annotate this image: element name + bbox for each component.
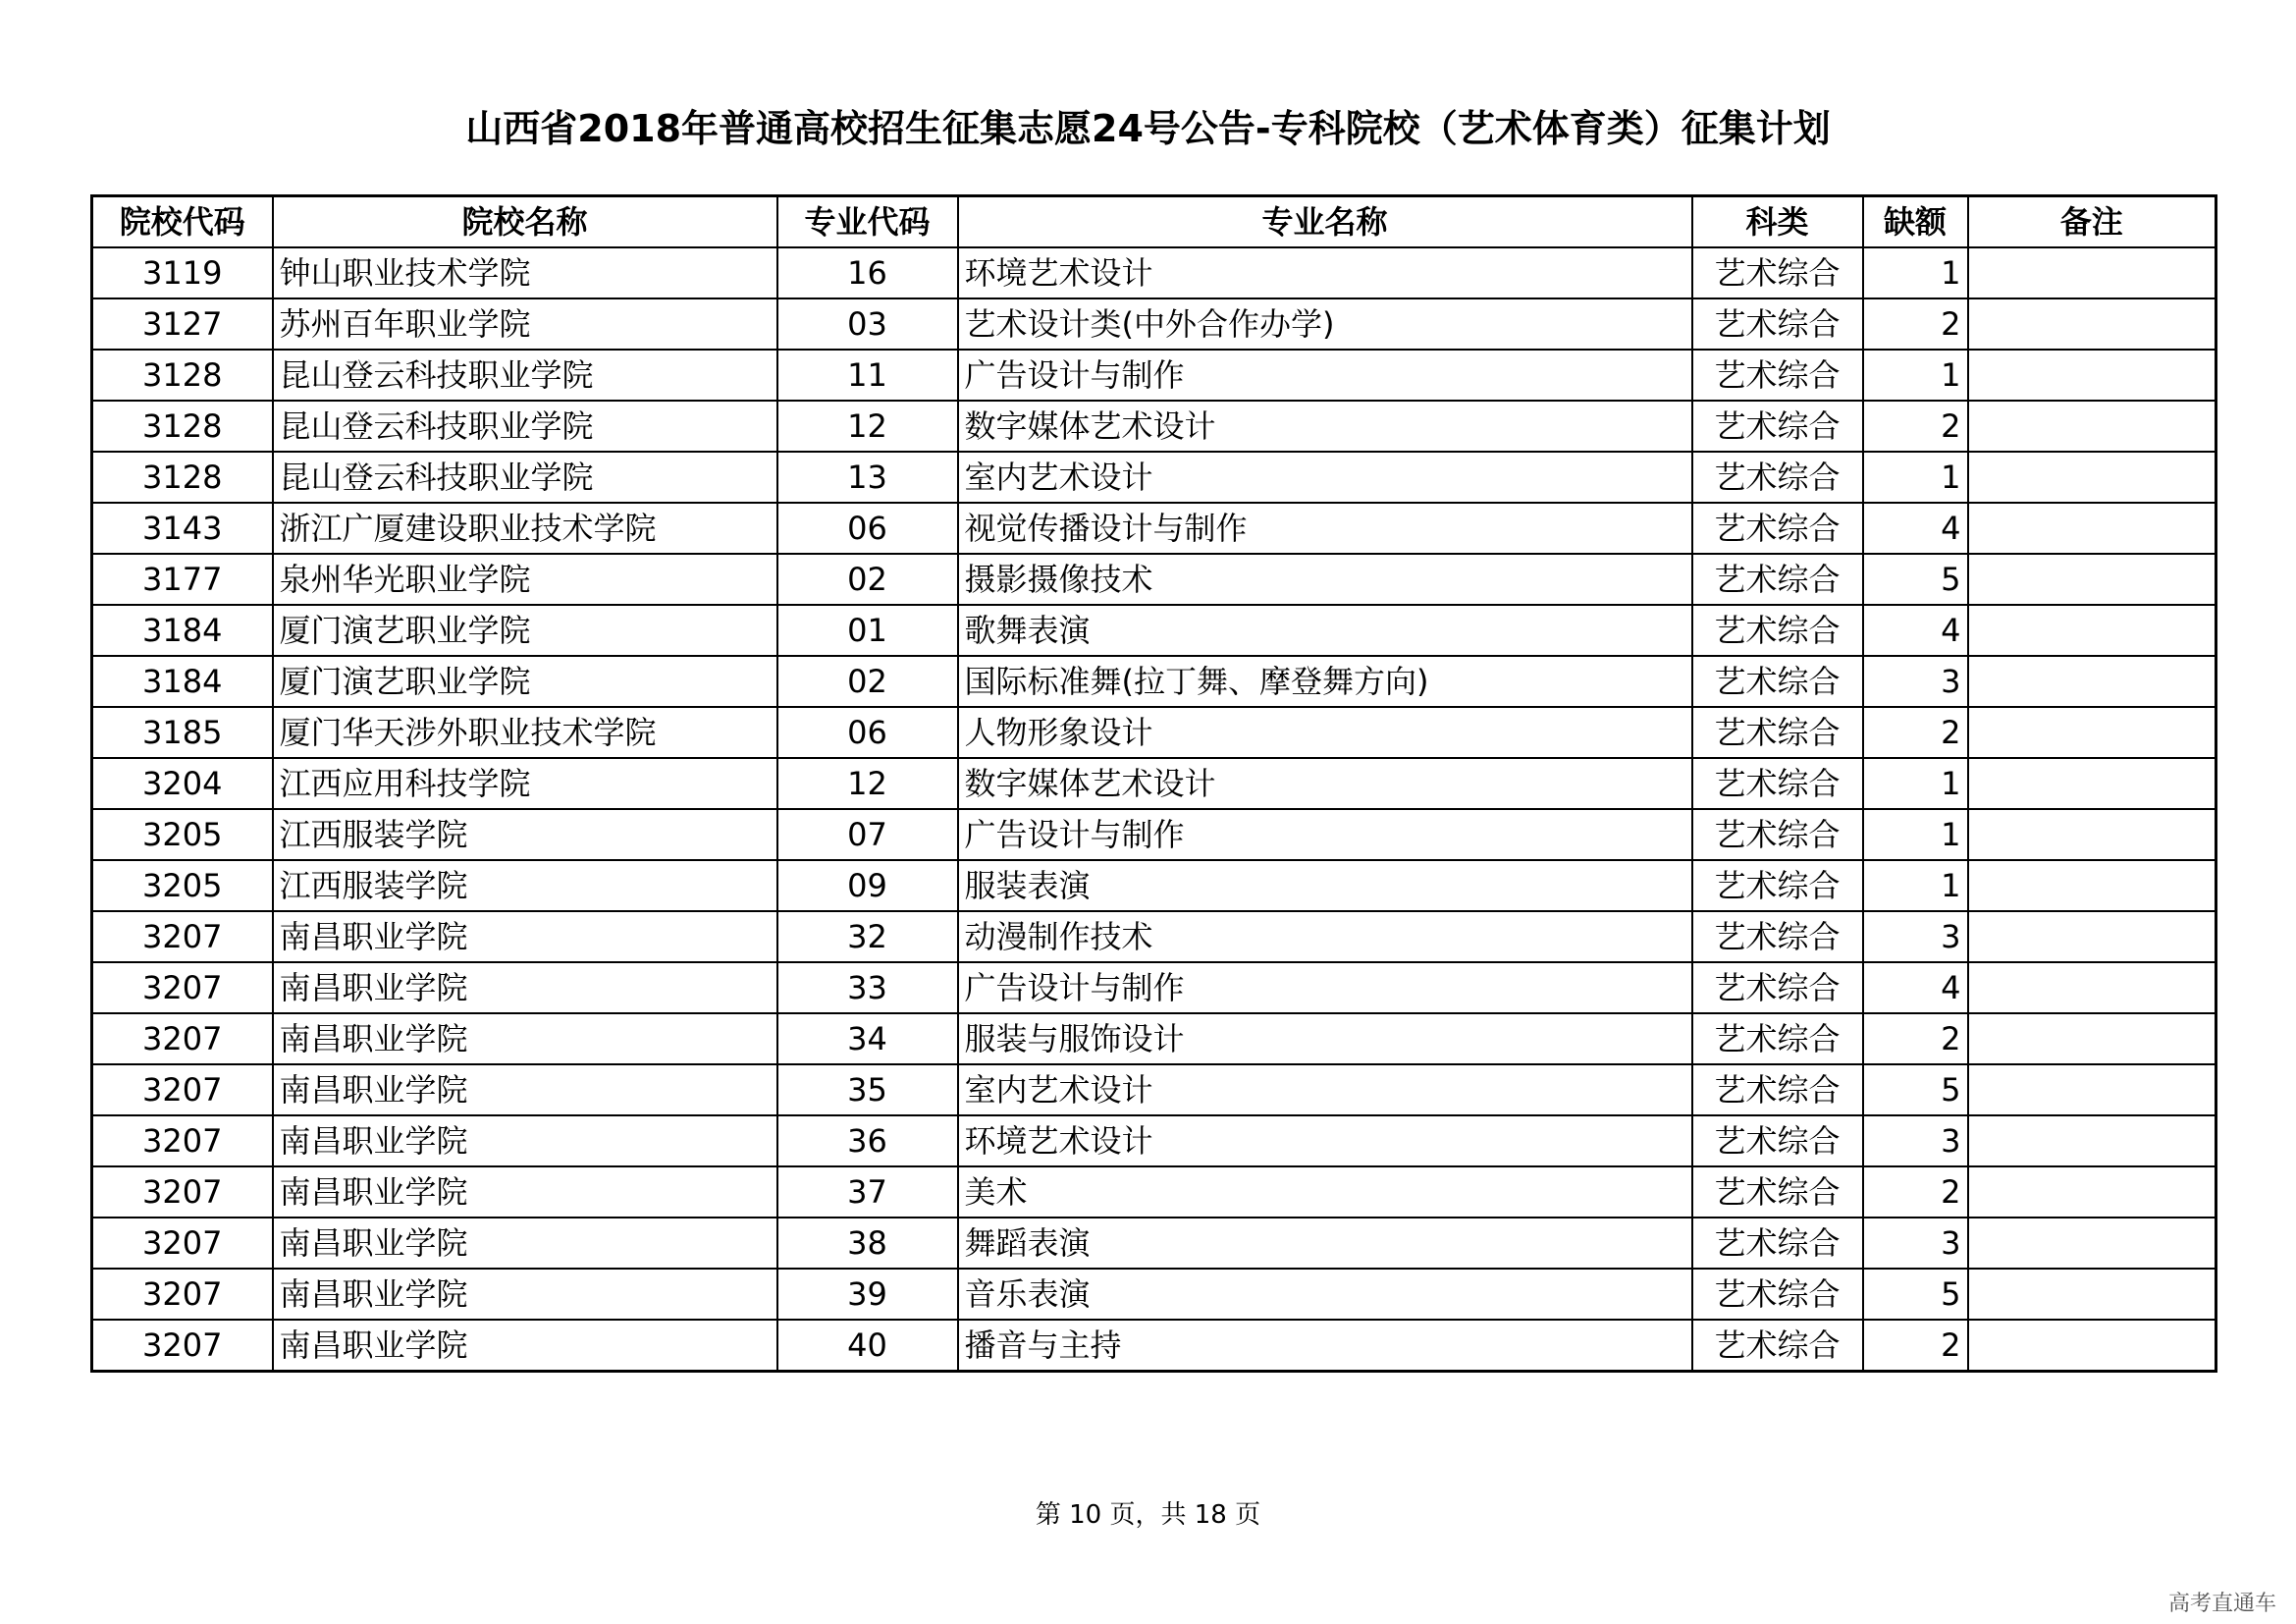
- cell-major-name: 广告设计与制作: [958, 962, 1692, 1013]
- cell-school-name: 江西服装学院: [273, 860, 777, 911]
- cell-remark: [1968, 1013, 2216, 1064]
- cell-major-name: 美术: [958, 1166, 1692, 1218]
- cell-remark: [1968, 401, 2216, 452]
- cell-major-code: 12: [777, 758, 958, 809]
- cell-remark: [1968, 758, 2216, 809]
- cell-school-name: 钟山职业技术学院: [273, 247, 777, 298]
- table-row: [92, 809, 2216, 860]
- cell-major-code: 12: [777, 401, 958, 452]
- cell-quota: 1: [1863, 860, 1968, 911]
- cell-major-code: 06: [777, 503, 958, 554]
- cell-major-code: 35: [777, 1064, 958, 1115]
- cell-school-name: 南昌职业学院: [273, 1218, 777, 1269]
- cell-remark: [1968, 911, 2216, 962]
- cell-school-code: 3207: [92, 1166, 273, 1218]
- cell-remark: [1968, 605, 2216, 656]
- cell-school-name: 泉州华光职业学院: [273, 554, 777, 605]
- cell-category: 艺术综合: [1692, 656, 1863, 707]
- cell-quota: 2: [1863, 298, 1968, 350]
- page-number: 第 10 页，共 18 页: [1035, 1500, 1261, 1530]
- table-row: [92, 452, 2216, 503]
- cell-major-name: 摄影摄像技术: [958, 554, 1692, 605]
- cell-school-code: 3207: [92, 1320, 273, 1372]
- cell-school-name: 江西服装学院: [273, 809, 777, 860]
- cell-major-code: 01: [777, 605, 958, 656]
- cell-major-name: 舞蹈表演: [958, 1218, 1692, 1269]
- cell-major-code: 02: [777, 554, 958, 605]
- cell-school-code: 3207: [92, 1269, 273, 1320]
- cell-school-code: 3207: [92, 1218, 273, 1269]
- cell-school-name: 昆山登云科技职业学院: [273, 401, 777, 452]
- table-row: [92, 1269, 2216, 1320]
- cell-remark: [1968, 503, 2216, 554]
- cell-quota: 3: [1863, 656, 1968, 707]
- cell-major-code: 37: [777, 1166, 958, 1218]
- cell-remark: [1968, 1115, 2216, 1166]
- cell-major-code: 33: [777, 962, 958, 1013]
- cell-quota: 1: [1863, 247, 1968, 298]
- cell-major-code: 34: [777, 1013, 958, 1064]
- header-category: 科类: [1692, 196, 1863, 248]
- cell-quota: 1: [1863, 350, 1968, 401]
- cell-major-name: 人物形象设计: [958, 707, 1692, 758]
- cell-major-name: 国际标准舞(拉丁舞、摩登舞方向): [958, 656, 1692, 707]
- cell-school-name: 江西应用科技学院: [273, 758, 777, 809]
- cell-category: 艺术综合: [1692, 1320, 1863, 1372]
- cell-school-code: 3127: [92, 298, 273, 350]
- cell-major-name: 室内艺术设计: [958, 452, 1692, 503]
- cell-category: 艺术综合: [1692, 1064, 1863, 1115]
- cell-school-code: 3205: [92, 860, 273, 911]
- watermark-text: 高考直通车: [2167, 1592, 2276, 1616]
- cell-school-name: 南昌职业学院: [273, 962, 777, 1013]
- cell-major-code: 38: [777, 1218, 958, 1269]
- header-major-name: 专业名称: [958, 196, 1692, 248]
- cell-school-code: 3177: [92, 554, 273, 605]
- cell-major-name: 广告设计与制作: [958, 809, 1692, 860]
- cell-category: 艺术综合: [1692, 401, 1863, 452]
- cell-quota: 3: [1863, 1218, 1968, 1269]
- table-row: [92, 554, 2216, 605]
- table-row: [92, 298, 2216, 350]
- cell-remark: [1968, 1320, 2216, 1372]
- cell-remark: [1968, 452, 2216, 503]
- cell-major-code: 39: [777, 1269, 958, 1320]
- cell-school-code: 3184: [92, 605, 273, 656]
- table-header-row: [92, 196, 2216, 248]
- cell-school-name: 南昌职业学院: [273, 1064, 777, 1115]
- cell-major-name: 视觉传播设计与制作: [958, 503, 1692, 554]
- header-remark: 备注: [1968, 196, 2216, 248]
- cell-major-code: 06: [777, 707, 958, 758]
- table-body: [92, 247, 2216, 1372]
- cell-major-name: 广告设计与制作: [958, 350, 1692, 401]
- table-row: [92, 350, 2216, 401]
- table-row: [92, 707, 2216, 758]
- cell-school-name: 厦门演艺职业学院: [273, 656, 777, 707]
- cell-school-code: 3207: [92, 911, 273, 962]
- cell-category: 艺术综合: [1692, 1115, 1863, 1166]
- cell-quota: 3: [1863, 911, 1968, 962]
- cell-remark: [1968, 707, 2216, 758]
- cell-category: 艺术综合: [1692, 809, 1863, 860]
- cell-major-name: 数字媒体艺术设计: [958, 758, 1692, 809]
- cell-remark: [1968, 809, 2216, 860]
- cell-major-name: 环境艺术设计: [958, 1115, 1692, 1166]
- cell-school-name: 浙江广厦建设职业技术学院: [273, 503, 777, 554]
- cell-school-name: 南昌职业学院: [273, 911, 777, 962]
- cell-major-code: 07: [777, 809, 958, 860]
- cell-category: 艺术综合: [1692, 707, 1863, 758]
- cell-quota: 2: [1863, 1166, 1968, 1218]
- cell-school-code: 3207: [92, 1064, 273, 1115]
- cell-school-code: 3119: [92, 247, 273, 298]
- cell-quota: 5: [1863, 1269, 1968, 1320]
- header-major-code: 专业代码: [777, 196, 958, 248]
- cell-remark: [1968, 656, 2216, 707]
- cell-school-code: 3207: [92, 1115, 273, 1166]
- cell-school-name: 厦门华天涉外职业技术学院: [273, 707, 777, 758]
- cell-category: 艺术综合: [1692, 247, 1863, 298]
- cell-major-name: 室内艺术设计: [958, 1064, 1692, 1115]
- cell-major-name: 播音与主持: [958, 1320, 1692, 1372]
- cell-category: 艺术综合: [1692, 503, 1863, 554]
- cell-remark: [1968, 298, 2216, 350]
- cell-major-code: 09: [777, 860, 958, 911]
- table-row: [92, 1218, 2216, 1269]
- cell-quota: 1: [1863, 758, 1968, 809]
- cell-category: 艺术综合: [1692, 962, 1863, 1013]
- cell-quota: 5: [1863, 1064, 1968, 1115]
- cell-quota: 4: [1863, 605, 1968, 656]
- cell-category: 艺术综合: [1692, 452, 1863, 503]
- cell-major-name: 服装与服饰设计: [958, 1013, 1692, 1064]
- cell-remark: [1968, 350, 2216, 401]
- cell-category: 艺术综合: [1692, 1269, 1863, 1320]
- cell-category: 艺术综合: [1692, 911, 1863, 962]
- cell-quota: 3: [1863, 1115, 1968, 1166]
- table-row: [92, 1064, 2216, 1115]
- table-row: [92, 605, 2216, 656]
- table-row: [92, 911, 2216, 962]
- table-row: [92, 247, 2216, 298]
- cell-major-name: 数字媒体艺术设计: [958, 401, 1692, 452]
- cell-school-code: 3207: [92, 962, 273, 1013]
- cell-category: 艺术综合: [1692, 298, 1863, 350]
- cell-major-name: 歌舞表演: [958, 605, 1692, 656]
- table-row: [92, 401, 2216, 452]
- cell-remark: [1968, 1166, 2216, 1218]
- cell-remark: [1968, 247, 2216, 298]
- cell-major-name: 动漫制作技术: [958, 911, 1692, 962]
- cell-major-code: 02: [777, 656, 958, 707]
- cell-remark: [1968, 1269, 2216, 1320]
- cell-major-name: 环境艺术设计: [958, 247, 1692, 298]
- cell-school-code: 3204: [92, 758, 273, 809]
- cell-remark: [1968, 554, 2216, 605]
- cell-remark: [1968, 1218, 2216, 1269]
- cell-school-name: 南昌职业学院: [273, 1115, 777, 1166]
- cell-major-code: 32: [777, 911, 958, 962]
- cell-major-code: 36: [777, 1115, 958, 1166]
- table-row: [92, 1166, 2216, 1218]
- table-row: [92, 1320, 2216, 1372]
- cell-major-name: 艺术设计类(中外合作办学): [958, 298, 1692, 350]
- cell-quota: 5: [1863, 554, 1968, 605]
- enrollment-plan-table: [90, 194, 2217, 1373]
- cell-major-name: 服装表演: [958, 860, 1692, 911]
- table-row: [92, 860, 2216, 911]
- cell-category: 艺术综合: [1692, 350, 1863, 401]
- table-row: [92, 656, 2216, 707]
- cell-category: 艺术综合: [1692, 1218, 1863, 1269]
- cell-school-code: 3128: [92, 452, 273, 503]
- header-quota: 缺额: [1863, 196, 1968, 248]
- cell-category: 艺术综合: [1692, 605, 1863, 656]
- table-row: [92, 1115, 2216, 1166]
- cell-school-name: 昆山登云科技职业学院: [273, 452, 777, 503]
- cell-remark: [1968, 860, 2216, 911]
- cell-quota: 2: [1863, 401, 1968, 452]
- cell-quota: 2: [1863, 1320, 1968, 1372]
- cell-category: 艺术综合: [1692, 554, 1863, 605]
- cell-major-code: 16: [777, 247, 958, 298]
- cell-school-name: 苏州百年职业学院: [273, 298, 777, 350]
- cell-quota: 4: [1863, 503, 1968, 554]
- header-school-code: 院校代码: [92, 196, 273, 248]
- cell-school-code: 3205: [92, 809, 273, 860]
- cell-school-code: 3128: [92, 401, 273, 452]
- cell-quota: 1: [1863, 809, 1968, 860]
- cell-quota: 1: [1863, 452, 1968, 503]
- table-row: [92, 962, 2216, 1013]
- cell-major-code: 11: [777, 350, 958, 401]
- cell-school-code: 3185: [92, 707, 273, 758]
- cell-school-name: 南昌职业学院: [273, 1320, 777, 1372]
- cell-school-name: 厦门演艺职业学院: [273, 605, 777, 656]
- cell-remark: [1968, 1064, 2216, 1115]
- cell-major-code: 03: [777, 298, 958, 350]
- cell-school-code: 3207: [92, 1013, 273, 1064]
- cell-quota: 2: [1863, 707, 1968, 758]
- cell-major-name: 音乐表演: [958, 1269, 1692, 1320]
- table-row: [92, 1013, 2216, 1064]
- cell-school-name: 南昌职业学院: [273, 1013, 777, 1064]
- cell-category: 艺术综合: [1692, 758, 1863, 809]
- cell-school-name: 昆山登云科技职业学院: [273, 350, 777, 401]
- cell-category: 艺术综合: [1692, 1166, 1863, 1218]
- cell-major-code: 13: [777, 452, 958, 503]
- header-school-name: 院校名称: [273, 196, 777, 248]
- cell-school-code: 3128: [92, 350, 273, 401]
- cell-school-name: 南昌职业学院: [273, 1269, 777, 1320]
- cell-school-name: 南昌职业学院: [273, 1166, 777, 1218]
- cell-school-code: 3143: [92, 503, 273, 554]
- cell-major-code: 40: [777, 1320, 958, 1372]
- cell-school-code: 3184: [92, 656, 273, 707]
- cell-quota: 2: [1863, 1013, 1968, 1064]
- cell-quota: 4: [1863, 962, 1968, 1013]
- page-title: 山西省2018年普通高校招生征集志愿24号公告-专科院校（艺术体育类）征集计划: [465, 107, 1831, 150]
- table-row: [92, 503, 2216, 554]
- table-row: [92, 758, 2216, 809]
- cell-remark: [1968, 962, 2216, 1013]
- cell-category: 艺术综合: [1692, 1013, 1863, 1064]
- cell-category: 艺术综合: [1692, 860, 1863, 911]
